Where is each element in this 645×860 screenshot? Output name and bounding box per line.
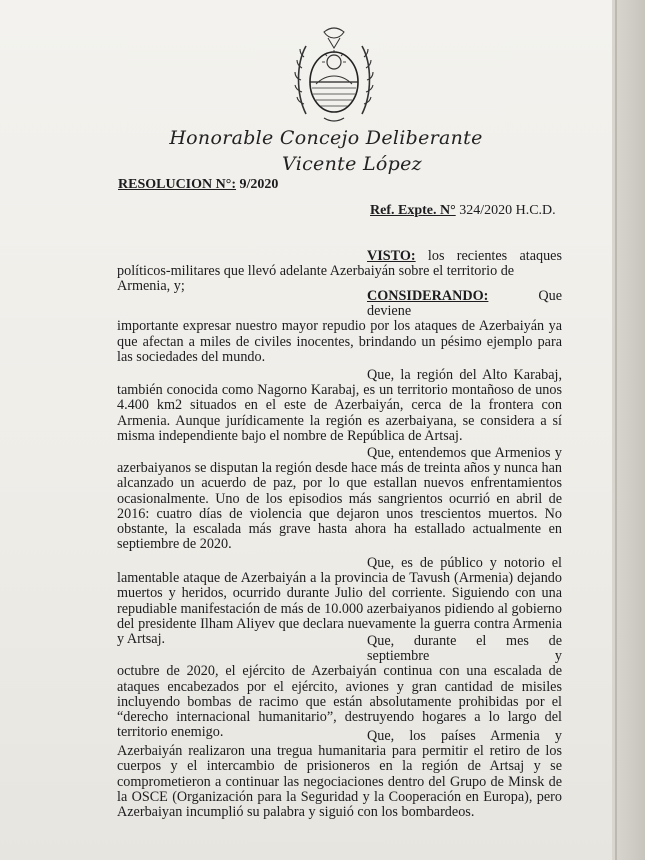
- resolution-number: [118, 177, 278, 193]
- paragraph-text: azerbaiyanos se disputan la región desde hace más de treinta años y nunca han alcanzado un acuerdo de paz, por lo que estallan nuevos enfrentamientos ocasionalmente. Uno de los episodios más sangrientos ocurrió en abril de 2016: cuatro días de violencia que dejaron unos trescientos muertos. No obstante, la escalada más grave hasta ahora ha estallado actualmente en septiembre de 2020.: [117, 460, 562, 553]
- resolution-value: 9/2020: [239, 177, 279, 192]
- resolution-label: RESOLUCION N°:: [118, 177, 237, 192]
- reference-label: Ref. Expte. N°: [370, 203, 456, 218]
- paragraph-septiembre: [117, 634, 562, 740]
- paragraph-text: políticos-militares que llevó adelante Azerbaiyán sobre el territorio de Armenia, y;: [117, 263, 515, 295]
- paragraph-text: los recientes ataques: [427, 248, 563, 264]
- reference-value: 324/2020 H.C.D.: [459, 203, 556, 218]
- paragraph-tregua: [117, 729, 562, 820]
- paragraph-text: lamentable ataque de Azerbaiyán a la provincia de Tavush (Armenia) dejando muertos y heridos, ocurrido durante Julio del corriente. Siguiendo con una repudiable manifestación de más de 10.000 azerbaiyanos pidiendo al gobierno del presidente Ilham Aliyev que declara nuevamente la guerra contra Armenia y Artsaj.: [117, 570, 562, 648]
- paragraph-disputa: [117, 446, 562, 552]
- municipality-name: Vicente López: [282, 153, 422, 175]
- file-reference: [370, 203, 556, 219]
- paragraph-text: también conocida como Nagorno Karabaj, es un territorio montañoso de unos 4.400 km2 situados en el este de Azerbaiyán, cerca de la frontera con Armenia. Aunque jurídicamente la región es azerbaiyana, se considera a sí misma independiente bajo el nombre de República de Artsaj.: [117, 382, 562, 444]
- considerando-heading: CONSIDERANDO:: [367, 288, 489, 304]
- paragraph-text: octubre de 2020, el ejército de Azerbaiyán continua con una escalada de ataques encabezados por el ejército, aviones y gran cantidad de misiles incluyendo bombas de racimo que están absolutamente prohibidas por el “derecho internacional humanitario”, destruyendo hogares a lo largo del territorio enemigo.: [117, 663, 562, 741]
- paragraph-text: Que, los países Armenia y: [367, 728, 562, 744]
- page-edge: [612, 0, 645, 860]
- paragraph-text: Que deviene: [367, 288, 562, 320]
- paragraph-alto-karabaj: [117, 368, 562, 444]
- provincial-seal-icon: [294, 24, 374, 126]
- paragraph-text: Azerbaiyán realizaron una tregua humanitaria para permitir el retiro de los cuerpos y el intercambio de prisioneros en la región de Artsaj y se comprometieron a continuar las negociaciones dentro del Grupo de Minsk de la OSCE (Organización para la Seguridad y la Cooperación en Europa), pero Azerbaiyan incumplió su palabra y siguió con los bombardeos.: [117, 743, 562, 821]
- paragraph-considerando: [117, 289, 562, 365]
- paragraph-text: Que, durante el mes de septiembre y: [367, 633, 562, 665]
- paragraph-text: Que, es de público y notorio el: [367, 555, 562, 571]
- paragraph-text: Que, entendemos que Armenios y: [367, 445, 562, 461]
- paragraph-text: Que, la región del Alto Karabaj,: [367, 367, 562, 383]
- paragraph-text: importante expresar nuestro mayor repudio por los ataques de Azerbaiyán ya que afectan a miles de civiles inocentes, brindando un pésimo ejemplo para las sociedades del mundo.: [117, 318, 562, 365]
- council-name: Honorable Concejo Deliberante: [169, 127, 483, 149]
- visto-heading: VISTO:: [367, 248, 416, 264]
